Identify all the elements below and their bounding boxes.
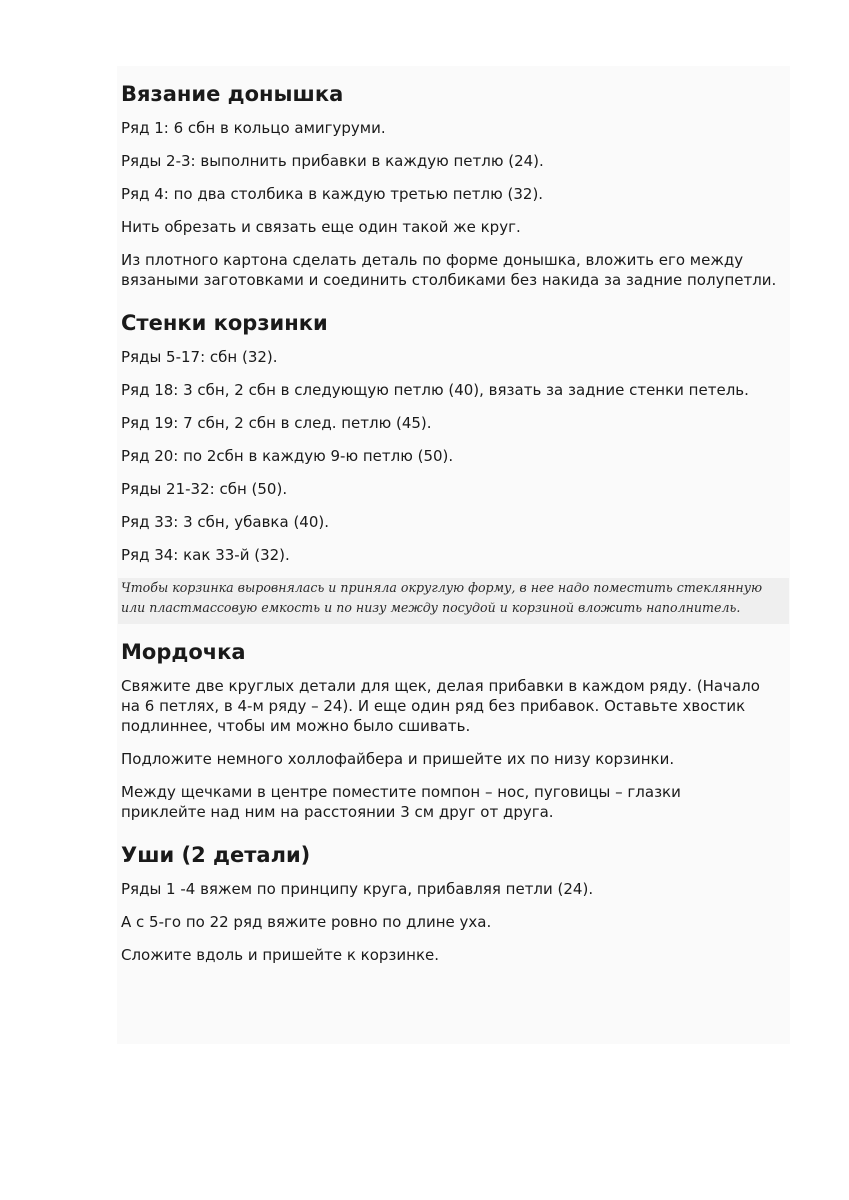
italic-note: Чтобы корзинка выровнялась и приняла округлую форму, в нее надо поместить стеклянную или пластмассовую емкость и по низу между посудой и корзиной вложить наполнитель. [118, 578, 789, 624]
instruction-line: Ряды 21-32: сбн (50). [121, 480, 288, 498]
section-heading-face: Мордочка [121, 640, 246, 664]
section-heading-walls: Стенки корзинки [121, 311, 328, 335]
instruction-line: Ряд 1: 6 сбн в кольцо амигуруми. [121, 119, 386, 137]
instruction-line: Нить обрезать и связать еще один такой же круг. [121, 218, 521, 236]
document-body [121, 80, 786, 978]
instruction-line: Ряд 18: 3 сбн, 2 сбн в следующую петлю (40), вязать за задние стенки петель. [121, 381, 749, 399]
instruction-line: Из плотного картона сделать деталь по форме донышка, вложить его между вязаными заготовками и соединить столбиками без накида за задние полупетли. [121, 251, 777, 289]
instruction-line: Сложите вдоль и пришейте к корзинке. [121, 946, 440, 964]
instruction-line: Свяжите две круглых детали для щек, делая прибавки в каждом ряду. (Начало на 6 петлях, в 4-м ряду – 24). И еще один ряд без прибавок. Оставьте хвостик подлиннее, чтобы им можно было сшивать. [121, 677, 760, 735]
instruction-line: Ряды 1 -4 вяжем по принципу круга, прибавляя петли (24). [121, 880, 594, 898]
instruction-line: Ряды 5-17: сбн (32). [121, 348, 278, 366]
instruction-line: Ряд 19: 7 сбн, 2 сбн в след. петлю (45). [121, 414, 432, 432]
section-heading-ears: Уши (2 детали) [121, 843, 311, 867]
instruction-line: Ряды 2-3: выполнить прибавки в каждую петлю (24). [121, 152, 544, 170]
instruction-line: Ряд 34: как 33-й (32). [121, 546, 290, 564]
instruction-line: Ряд 4: по два столбика в каждую третью петлю (32). [121, 185, 544, 203]
instruction-line: А с 5-го по 22 ряд вяжите ровно по длине уха. [121, 913, 492, 931]
instruction-line: Между щечками в центре поместите помпон – нос, пуговицы – глазки приклейте над ним на расстоянии 3 см друг от друга. [121, 783, 681, 821]
instruction-line: Ряд 33: 3 сбн, убавка (40). [121, 513, 330, 531]
section-heading-bottom: Вязание донышка [121, 82, 344, 106]
instruction-line: Ряд 20: по 2сбн в каждую 9-ю петлю (50). [121, 447, 454, 465]
instruction-line: Подложите немного холлофайбера и пришейте их по низу корзинки. [121, 750, 675, 768]
